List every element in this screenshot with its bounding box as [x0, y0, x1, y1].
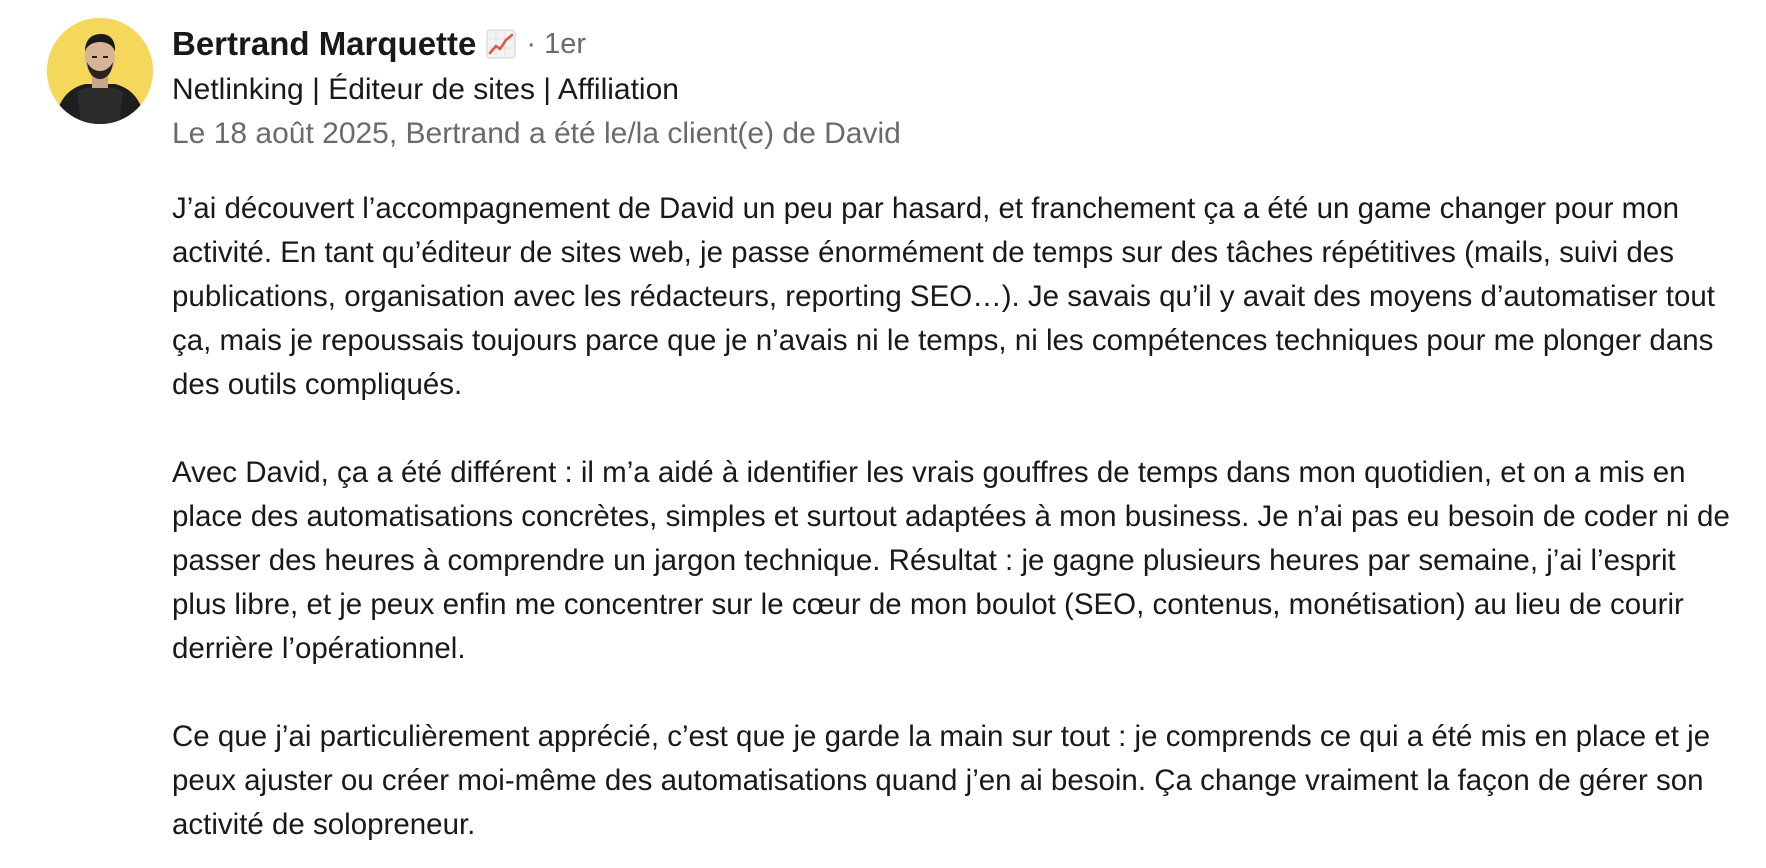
author-header	[172, 22, 1732, 154]
paragraph: Ce que j’ai particulièrement apprécié, c’est que je garde la main sur tout : je comprends ce qui a été mis en place et je peux ajuster ou créer moi-même des automatisations quand j’en ai besoin. Ça change vraiment la façon de gérer son activité de solopreneur.	[172, 720, 1711, 841]
paragraph: Avec David, ça a été différent : il m’a aidé à identifier les vrais gouffres de temps dans mon quotidien, et on a mis en place des automatisations concrètes, simples et surtout adaptées à mon business. Je n’ai pas eu besoin de coder ni de passer des heures à comprendre un jargon technique. Résultat : je gagne plusieurs heures par semaine, j’ai l’esprit plus libre, et je peux enfin me concentrer sur le cœur de mon boulot (SEO, contenus, monétisation) au lieu de courir derrière l’opérationnel.	[172, 456, 1730, 665]
chart-increasing-icon	[486, 29, 516, 59]
name-row	[172, 22, 1732, 66]
recommendation-text	[172, 187, 1732, 847]
avatar-photo	[47, 18, 153, 124]
paragraph: J’ai découvert l’accompagnement de David un peu par hasard, et franchement ça a été un game changer pour mon activité. En tant qu’éditeur de sites web, je passe énormément de temps sur des tâches répétitives (mails, suivi des publications, organisation avec les rédacteurs, reporting SEO…). Je savais qu’il y avait des moyens d’automatiser tout ça, mais je repoussais toujours parce que je n’avais ni le temps, ni les compétences techniques pour me plonger dans des outils compliqués.	[172, 192, 1715, 401]
avatar[interactable]	[47, 18, 153, 124]
connection-degree: · 1er	[526, 27, 587, 60]
author-name[interactable]: Bertrand Marquette	[172, 25, 477, 62]
author-headline: Netlinking | Éditeur de sites | Affiliation	[172, 73, 679, 106]
relationship-line: Le 18 août 2025, Bertrand a été le/la client(e) de David	[172, 117, 901, 150]
